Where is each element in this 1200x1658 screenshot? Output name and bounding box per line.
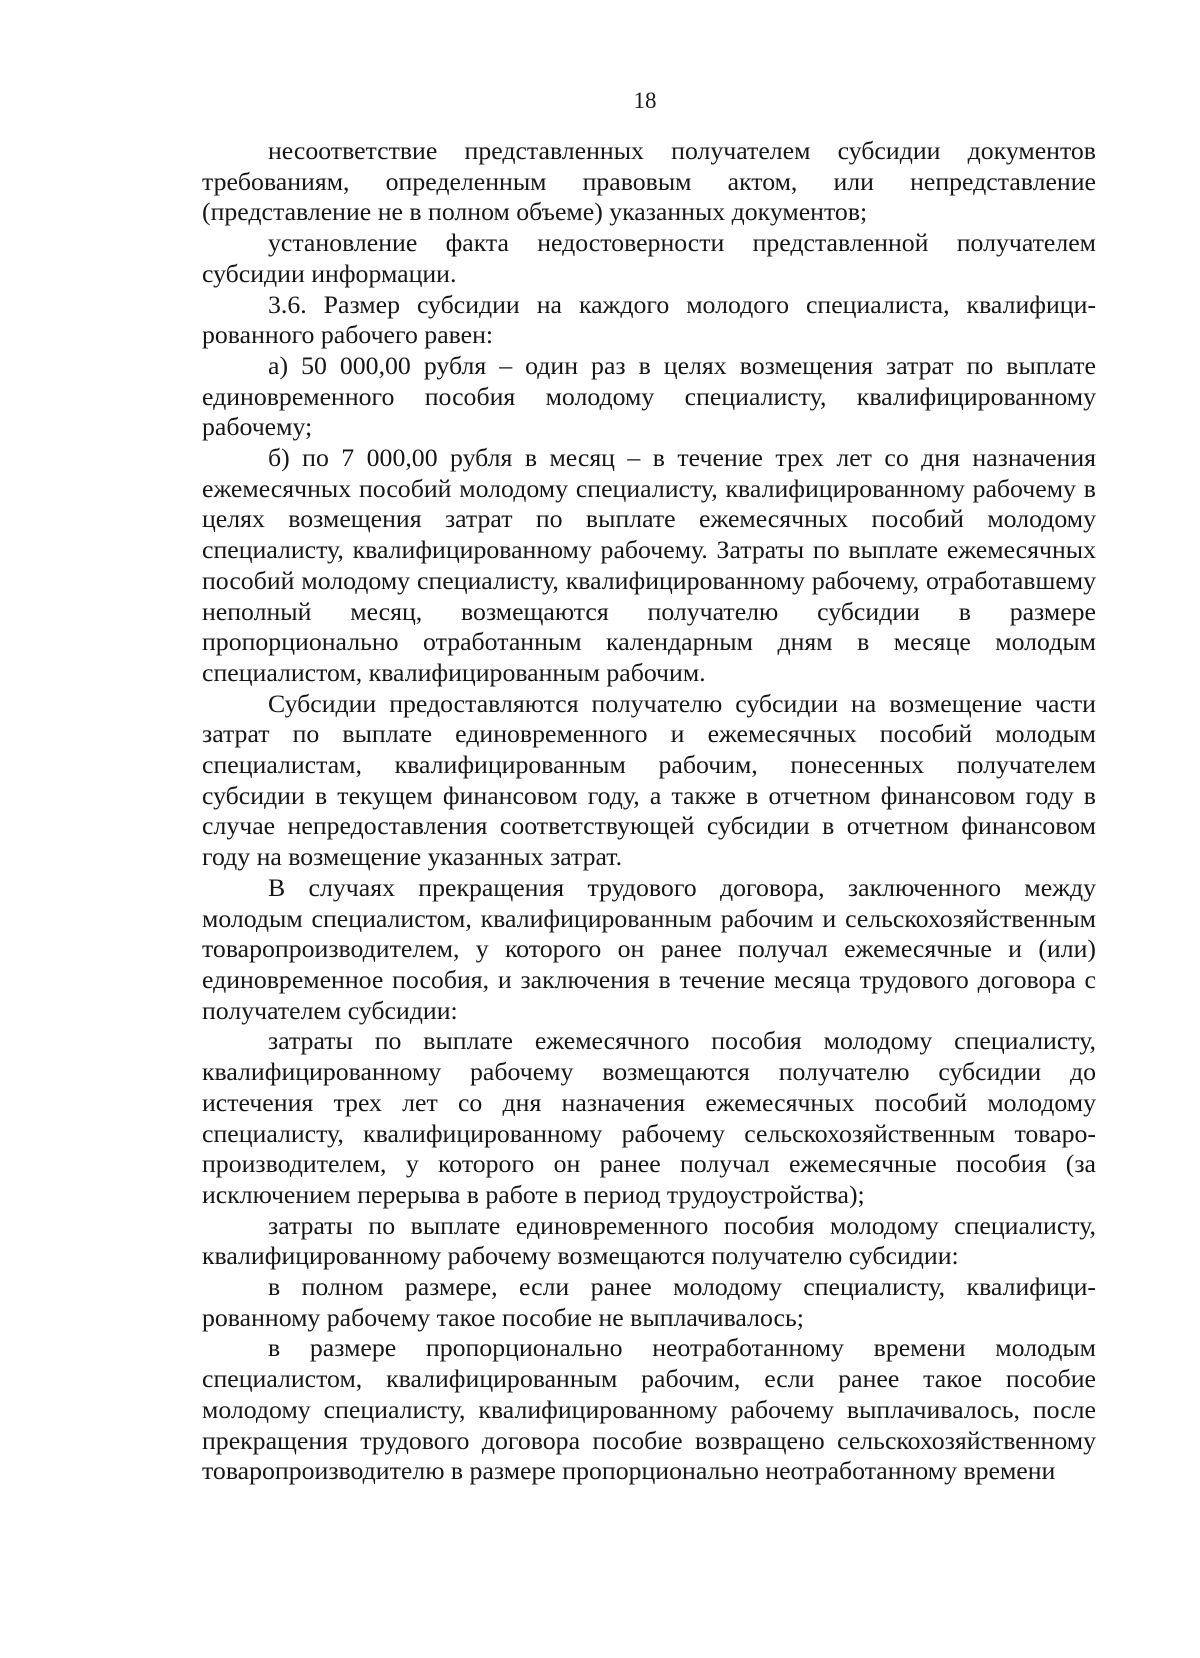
paragraph: б) по 7 000,00 рубля в месяц – в течение трех лет со дня назначения ежемесячных пособий молодому специалисту, квалифицированному рабочему в целях возмещения затрат по выплате ежемесячных пособий молодому специалисту, квалифицированному рабочему. Затраты по выплате ежемесячных пособий молодому специалисту, квалифицированному рабочему, отработавшему неполный месяц, возмещаются получателю субсидии в размере пропорционально отработанным календарным дням в месяце молодым специалистом, квалифицированным рабочим. — [202, 443, 1096, 687]
paragraph: 3.6. Размер субсидии на каждого молодого специалиста, квалифицированного рабочего равен: — [202, 289, 1096, 350]
page-number: 18 — [633, 88, 657, 113]
paragraph: а) 50 000,00 рубля – один раз в целях возмещения затрат по выплате единовременного пособия молодому специалисту, квалифицированному рабочему; — [202, 350, 1096, 442]
document-body — [202, 136, 1096, 1487]
paragraph: затраты по выплате ежемесячного пособия молодому специалисту, квалифицированному рабочему возмещаются получателю субсидии до истечения трех лет со дня назначения ежемесячных пособий молодому специалисту, квалифицированному рабочему сельскохозяйственным товаропроизводителем, у которого он ранее получал ежемесячные пособия (за исключением перерыва в работе в период трудоустройства); — [202, 1026, 1096, 1209]
paragraph: установление факта недостоверности представленной получателем субсидии информации. — [202, 228, 1096, 288]
paragraph: затраты по выплате единовременного пособия молодому специалисту, квалифицированному рабочему возмещаются получателю субсидии: — [202, 1210, 1096, 1271]
paragraph: Субсидии предоставляются получателю субсидии на возмещение части затрат по выплате единовременного и ежемесячных пособий молодым специалистам, квалифицированным рабочим, понесенных получателем субсидии в текущем финансовом году, а также в отчетном финансовом году в случае непредоставления соответствующей субсидии в отчетном финансовом году на возмещение указанных затрат. — [202, 688, 1096, 872]
paragraph: в полном размере, если ранее молодому специалисту, квалифицированному рабочему такое пособие не выплачивалось; — [202, 1272, 1096, 1332]
paragraph: в размере пропорционально неотработанному времени молодым специалистом, квалифицированным рабочим, если ранее такое пособие молодому специалисту, квалифицированному рабочему выплачивалось, после прекращения трудового договора пособие возвращено сельскохозяйственному товаропроизводителю в размере пропорционально неотработанному времени — [202, 1333, 1096, 1486]
paragraph: несоответствие представленных получателем субсидии документов требованиям, определенным правовым актом, или непредставление (представление не в полном объеме) указанных документов; — [202, 136, 1096, 227]
paragraph: В случаях прекращения трудового договора, заключенного между молодым специалистом, квалифицированным рабочим и сельскохозяйственным товаропроизводителем, у которого он ранее получал ежемесячные и (или) единовременное пособия, и заключения в течение месяца трудового договора с получателем субсидии: — [202, 872, 1096, 1025]
